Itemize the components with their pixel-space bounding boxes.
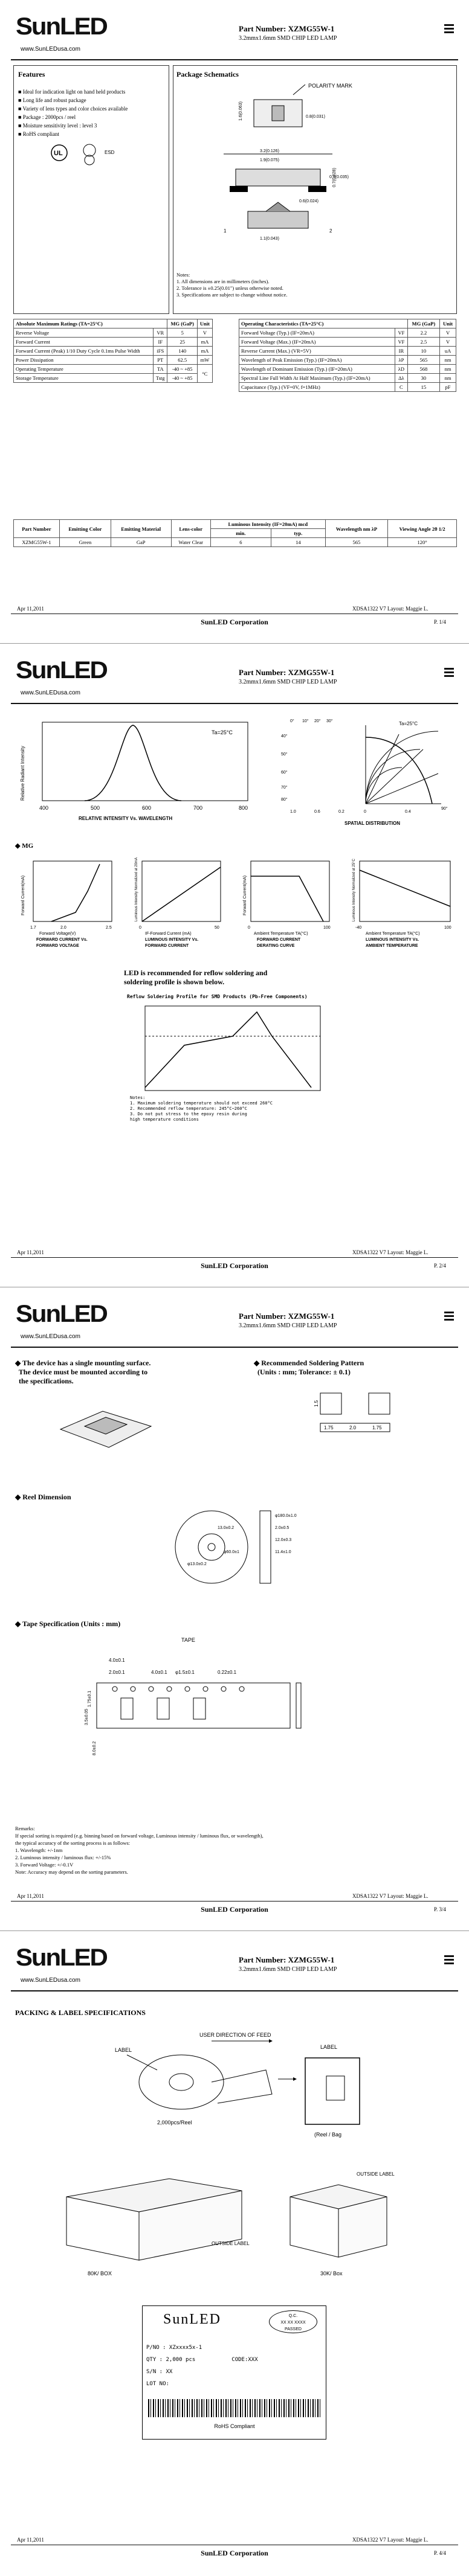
table-row: Power Dissipation PT 62.5 mW [14, 356, 213, 365]
feature-item: ■ Package : 2000pcs / reel [18, 114, 76, 120]
svg-text:TAPE: TAPE [181, 1637, 195, 1643]
footer-meta: XDSA1322 V7 Layout: Maggie L. [352, 2537, 429, 2543]
svg-text:4.0±0.1: 4.0±0.1 [151, 1670, 167, 1675]
svg-text:0: 0 [248, 926, 250, 930]
svg-text:(Reel / Bag: (Reel / Bag [314, 2132, 342, 2138]
svg-text:1.6(0.063): 1.6(0.063) [239, 101, 243, 121]
feature-item: ■ Moisture sensitivity level : level 3 [18, 123, 97, 129]
svg-text:0.9(0.035): 0.9(0.035) [329, 175, 349, 179]
svg-text:100: 100 [444, 926, 451, 930]
tape-drawing [85, 1635, 338, 1767]
svg-text:FORWARD VOLTAGE: FORWARD VOLTAGE [36, 944, 79, 948]
label-fields: P/NO : XZxxxx5x-1 QTY : 2,000 pcs CODE:XXX S/N : XX LOT NO: [146, 2345, 258, 2387]
chart-derating [243, 861, 331, 948]
svg-text:FORWARD CURRENT: FORWARD CURRENT [257, 938, 301, 942]
profile-notes: Notes: 1. Maximum soldering temperature should not exceed 260°C 2. Recommended reflow temperature: 245°C~260°C 3. Do not put stress to the epoxy resin during high temperature conditions [130, 1095, 273, 1122]
footer-meta: XDSA1322 V7 Layout: Maggie L. [352, 1893, 429, 1899]
svg-text:Luminous Intensity Normalized: Luminous Intensity Normalized at 25°C [352, 859, 356, 921]
svg-text:2.0±0.1: 2.0±0.1 [109, 1670, 125, 1675]
feature-item: ■ Variety of lens types and color choices available [18, 106, 128, 112]
solder-pattern [314, 1384, 399, 1444]
sunled-logo: SunLED [16, 13, 107, 40]
reflow-profile-chart [130, 1003, 329, 1094]
svg-text:1.1(0.043): 1.1(0.043) [260, 237, 279, 241]
svg-text:LUMINOUS INTENSITY Vs.: LUMINOUS INTENSITY Vs. [366, 938, 419, 942]
page-number: P. 3/4 [434, 1906, 447, 1912]
table-row: Wavelength of Dominant Emission (Typ.) (IF=20mA) λD 568 nm [239, 365, 456, 374]
label-logo: SunLED [163, 2312, 221, 2327]
page-3 [0, 1287, 469, 1931]
menu-icon [444, 24, 454, 35]
svg-text:40°: 40° [281, 734, 288, 739]
mounting-note: ◆ The device has a single mounting surface. The device must be mounted according to the specifications. [15, 1359, 151, 1385]
mounting-illustration [54, 1399, 157, 1453]
remarks: Remarks: If special sorting is required (e.g. binning based on forward voltage, Luminous intensity / luminous flux, or wavelength), the typical accuracy of the sorting process is as follows: 1. Wavelength: +/-1nm 2. Luminous intensity / luminous flux: +/-15% 3. Forward Voltage: +/-0.1V Note: Accuracy may depend on the sorting parameters. [15, 1825, 264, 1875]
svg-text:0.6(0.024): 0.6(0.024) [299, 199, 319, 203]
footer-date: Apr 11,2011 [17, 2537, 44, 2543]
reel-drawing [169, 1505, 326, 1589]
mg-heading: ◆ MG [15, 842, 34, 850]
svg-text:-40: -40 [355, 926, 362, 930]
footer-corp: SunLED Corporation [201, 618, 268, 626]
chart-luminous-vs-current [135, 857, 221, 948]
svg-text:1.5: 1.5 [314, 1400, 319, 1407]
svg-text:FORWARD CURRENT Vs.: FORWARD CURRENT Vs. [36, 938, 88, 942]
svg-text:Forward Current(mA): Forward Current(mA) [243, 875, 247, 915]
packing-reel-drawing [66, 2028, 405, 2148]
menu-icon [444, 668, 454, 679]
svg-text:LUMINOUS INTENSITY Vs.: LUMINOUS INTENSITY Vs. [145, 938, 199, 942]
svg-text:SPATIAL DISTRIBUTION: SPATIAL DISTRIBUTION [344, 821, 400, 826]
svg-text:1.9(0.075): 1.9(0.075) [260, 158, 279, 162]
svg-text:3.2(0.126): 3.2(0.126) [260, 149, 279, 153]
svg-text:AMBIENT TEMPERATURE: AMBIENT TEMPERATURE [366, 944, 418, 948]
feature-item: ■ Long life and robust package [18, 97, 86, 103]
page-number: P. 2/4 [434, 1263, 447, 1269]
reflow-title: LED is recommended for reflow soldering and soldering profile is shown below. [124, 969, 268, 986]
absolute-max-table: Absolute Maximum Ratings (TA=25°C) MG (GaP) Unit Reverse Voltage VR 5 V Forward Current IF 25 mA Forward Current (Peak) 1/10 Duty Cycle 0.1ms Pulse Width iFS 140 mA Power Dissipation PT 62.5 mW Operating Temperature TA -40 ~ +85 °C Storage Temperature Tstg -40 ~ +85 [13, 319, 213, 383]
svg-text:1.75±0.1: 1.75±0.1 [88, 1690, 92, 1707]
svg-text:Ambient Temperature TA(°C): Ambient Temperature TA(°C) [366, 932, 420, 936]
svg-text:2.0: 2.0 [349, 1425, 357, 1431]
spectrum-chart [12, 716, 266, 825]
svg-text:11.4±1.0: 11.4±1.0 [275, 1550, 291, 1554]
svg-text:8.0±0.2: 8.0±0.2 [92, 1741, 97, 1755]
svg-text:OUTSIDE LABEL: OUTSIDE LABEL [357, 2171, 395, 2177]
website: www.SunLEDusa.com [21, 46, 80, 53]
svg-text:φ60.0±1: φ60.0±1 [224, 1550, 239, 1554]
svg-text:80K/ BOX: 80K/ BOX [88, 2270, 112, 2276]
footer-date: Apr 11,2011 [17, 1249, 44, 1255]
svg-text:Luminous Intensity Normalized: Luminous Intensity Normalized at 20mA [135, 857, 138, 921]
footer-corp: SunLED Corporation [201, 1261, 268, 1270]
svg-text:RELATIVE INTENSITY Vs. WAVELEN: RELATIVE INTENSITY Vs. WAVELENGTH [79, 816, 173, 821]
features-list [18, 88, 128, 138]
svg-text:500: 500 [91, 805, 100, 811]
part-description: 3.2mmx1.6mm SMD CHIP LED LAMP [239, 35, 337, 42]
svg-text:0.7(0.028): 0.7(0.028) [332, 168, 337, 187]
part-number: Part Number: XZMG55W-1 [239, 1312, 335, 1321]
svg-text:12.0±0.3: 12.0±0.3 [275, 1538, 292, 1542]
footer-meta: XDSA1322 V7 Layout: Maggie L. [352, 1249, 429, 1255]
table-row: Reverse Voltage VR 5 V [14, 328, 213, 338]
rohs-mark: RoHS Compliant [214, 2423, 255, 2429]
page-2 [0, 644, 469, 1287]
packing-box-drawing [60, 2161, 411, 2281]
table-row: Forward Current (Peak) 1/10 Duty Cycle 0.1ms Pulse Width iFS 140 mA [14, 347, 213, 356]
svg-text:Forward Voltage(V): Forward Voltage(V) [39, 932, 76, 936]
svg-text:LABEL: LABEL [115, 2047, 132, 2053]
svg-text:0: 0 [364, 810, 366, 814]
table-row: Capacitance (Typ.) (VF=0V, f=1MHz) C 15 pF [239, 383, 456, 392]
svg-text:2.0±0.5: 2.0±0.5 [275, 1526, 289, 1530]
table-row: Forward Voltage (Max.) (IF=20mA) VF 2.5 V [239, 338, 456, 347]
table-row: Forward Voltage (Typ.) (IF=20mA) VF 2.2 V [239, 328, 456, 338]
svg-text:100: 100 [323, 926, 331, 930]
svg-text:Ta=25°C: Ta=25°C [212, 729, 233, 735]
sunled-logo: SunLED [16, 1944, 107, 1971]
svg-text:20°: 20° [314, 719, 321, 723]
reel-title: ◆ Reel Dimension [15, 1493, 71, 1501]
table-row: Reverse Current (Max.) (VR=5V) IR 10 uA [239, 347, 456, 356]
package-drawing [181, 82, 447, 269]
svg-text:UL: UL [54, 150, 63, 157]
chart-forward-current [21, 861, 112, 948]
svg-text:4.0±0.1: 4.0±0.1 [109, 1658, 125, 1663]
svg-text:φ13.0±0.2: φ13.0±0.2 [187, 1562, 207, 1566]
svg-text:POLARITY MARK: POLARITY MARK [308, 83, 352, 89]
svg-text:Forward Current(mA): Forward Current(mA) [21, 875, 25, 915]
svg-text:80°: 80° [281, 798, 288, 802]
svg-text:0.8(0.031): 0.8(0.031) [306, 115, 325, 119]
svg-text:30K/ Box: 30K/ Box [320, 2270, 343, 2276]
feature-item: ■ Ideal for indication light on hand held products [18, 89, 126, 95]
svg-text:1.75: 1.75 [372, 1425, 382, 1431]
svg-text:Relative Radiant Intensity: Relative Radiant Intensity [20, 746, 25, 801]
svg-text:50°: 50° [281, 752, 288, 757]
page-1 [0, 0, 469, 644]
svg-text:30°: 30° [326, 719, 333, 723]
schematic-notes: Notes: 1. All dimensions are in millimeters (inches). 2. Tolerance is ±0.25(0.01") unless otherwise noted. 3. Specifications are subject to change without notice. [176, 272, 288, 298]
svg-text:0.2: 0.2 [338, 810, 344, 814]
svg-text:70°: 70° [281, 786, 288, 790]
table-row: Wavelength of Peak Emission (Typ.) (IF=20mA) λP 565 nm [239, 356, 456, 365]
part-description: 3.2mmx1.6mm SMD CHIP LED LAMP [239, 679, 337, 685]
svg-text:13.0±0.2: 13.0±0.2 [218, 1526, 234, 1530]
svg-text:ESD: ESD [105, 150, 115, 155]
footer-meta: XDSA1322 V7 Layout: Maggie L. [352, 606, 429, 612]
svg-text:FORWARD CURRENT: FORWARD CURRENT [145, 944, 189, 948]
chart-luminous-vs-temp [352, 859, 451, 948]
part-table: Part Number Emitting Color Emitting Material Lens-color Luminous Intensity (IF=20mA) mcd Wavelength nm λP Viewing Angle 2θ 1/2 min. typ. XZMG55W-1 Green GaP Water Clear 6 14 565 120° [13, 519, 457, 547]
table-row: XZMG55W-1 Green GaP Water Clear 6 14 565 120° [14, 538, 457, 547]
svg-text:600: 600 [142, 805, 152, 811]
svg-text:60°: 60° [281, 771, 288, 775]
svg-text:2.0: 2.0 [60, 926, 66, 930]
svg-text:2.5: 2.5 [106, 926, 112, 930]
schematic-title: Package Schematics [176, 70, 239, 78]
svg-text:1.7: 1.7 [30, 926, 36, 930]
svg-text:Ambient Temperature TA(°C): Ambient Temperature TA(°C) [254, 932, 308, 936]
feature-item: ■ RoHS compliant [18, 131, 59, 137]
svg-text:IF-Forward Current (mA): IF-Forward Current (mA) [145, 932, 192, 936]
qc-passed-stamp: Q.C. XX XX XXXX PASSED [269, 2310, 317, 2333]
menu-icon [444, 1312, 454, 1322]
pattern-title: ◆ Recommended Soldering Pattern (Units : mm; Tolerance: ± 0.1) [254, 1359, 364, 1376]
svg-text:800: 800 [239, 805, 248, 811]
page-4 [0, 1931, 469, 2576]
svg-text:10°: 10° [302, 719, 309, 723]
svg-text:3.5±0.05: 3.5±0.05 [85, 1708, 89, 1725]
footer-date: Apr 11,2011 [17, 606, 44, 612]
svg-text:90°: 90° [441, 807, 448, 811]
sunled-logo: SunLED [16, 657, 107, 684]
svg-text:USER DIRECTION OF FEED: USER DIRECTION OF FEED [199, 2032, 271, 2038]
certification-logos [48, 142, 115, 166]
website: www.SunLEDusa.com [21, 690, 80, 696]
features-title: Features [18, 70, 45, 78]
footer-corp: SunLED Corporation [201, 2549, 268, 2557]
sunled-logo: SunLED [16, 1301, 107, 1327]
svg-text:0.6: 0.6 [314, 810, 320, 814]
svg-text:50: 50 [215, 926, 219, 930]
svg-text:1.0: 1.0 [290, 810, 296, 814]
page-number: P. 1/4 [434, 619, 447, 625]
table-row: Storage Temperature Tstg -40 ~ +85 [14, 374, 213, 383]
tape-title: ◆ Tape Specification (Units : mm) [15, 1620, 121, 1628]
svg-text:400: 400 [39, 805, 49, 811]
svg-text:φ1.5±0.1: φ1.5±0.1 [175, 1670, 195, 1675]
operating-characteristics-table: Operating Characteristics (TA=25°C) MG (GaP) Unit Forward Voltage (Typ.) (IF=20mA) VF 2.2 V Forward Voltage (Max.) (IF=20mA) VF 2.5 V Reverse Current (Max.) (VR=5V) IR 10 uA Wavelength of Peak Emission (Typ.) (IF=20mA) λP 565 nm Wavelength of Dominant Emission (Typ.) (IF=20mA) λD 568 nm Spectral Line Full Width At Half Maximum (Typ.) (IF=20mA) Δλ 30 nm Capacitance (Typ.) (VF=0V, f=1MHz) C 15 pF [239, 319, 456, 392]
svg-text:1.75: 1.75 [324, 1425, 334, 1431]
website: www.SunLEDusa.com [21, 1977, 80, 1984]
website: www.SunLEDusa.com [21, 1333, 80, 1340]
part-description: 3.2mmx1.6mm SMD CHIP LED LAMP [239, 1966, 337, 1973]
menu-icon [444, 1955, 454, 1966]
svg-text:0.22±0.1: 0.22±0.1 [218, 1670, 237, 1675]
footer-date: Apr 11,2011 [17, 1893, 44, 1899]
svg-text:φ180.0±1.0: φ180.0±1.0 [275, 1514, 297, 1518]
part-number: Part Number: XZMG55W-1 [239, 24, 335, 33]
svg-text:1: 1 [224, 228, 227, 234]
footer-corp: SunLED Corporation [201, 1905, 268, 1914]
packing-title: PACKING & LABEL SPECIFICATIONS [15, 2008, 146, 2017]
table-row: Forward Current IF 25 mA [14, 338, 213, 347]
svg-text:2: 2 [329, 228, 332, 234]
svg-text:700: 700 [193, 805, 203, 811]
table-row: Operating Temperature TA -40 ~ +85 °C [14, 365, 213, 374]
svg-text:2,000pcs/Reel: 2,000pcs/Reel [157, 2119, 192, 2126]
svg-text:OUTSIDE LABEL: OUTSIDE LABEL [212, 2241, 250, 2246]
svg-text:DERATING CURVE: DERATING CURVE [257, 944, 295, 948]
svg-text:0: 0 [139, 926, 141, 930]
part-number: Part Number: XZMG55W-1 [239, 1955, 335, 1964]
table-row: Spectral Line Full Width At Half Maximum (Typ.) (IF=20mA) Δλ 30 nm [239, 374, 456, 383]
svg-text:Ta=25°C: Ta=25°C [399, 721, 418, 726]
spatial-distribution-chart [278, 713, 453, 834]
profile-title: Reflow Soldering Profile for SMD Products (Pb-Free Components) [127, 994, 308, 999]
part-description: 3.2mmx1.6mm SMD CHIP LED LAMP [239, 1322, 337, 1329]
part-number: Part Number: XZMG55W-1 [239, 668, 335, 677]
svg-text:0.4: 0.4 [405, 810, 411, 814]
mg-charts [15, 855, 462, 955]
svg-text:0°: 0° [290, 719, 294, 723]
barcode [148, 2399, 320, 2417]
svg-text:LABEL: LABEL [320, 2044, 338, 2050]
page-number: P. 4/4 [434, 2550, 447, 2556]
